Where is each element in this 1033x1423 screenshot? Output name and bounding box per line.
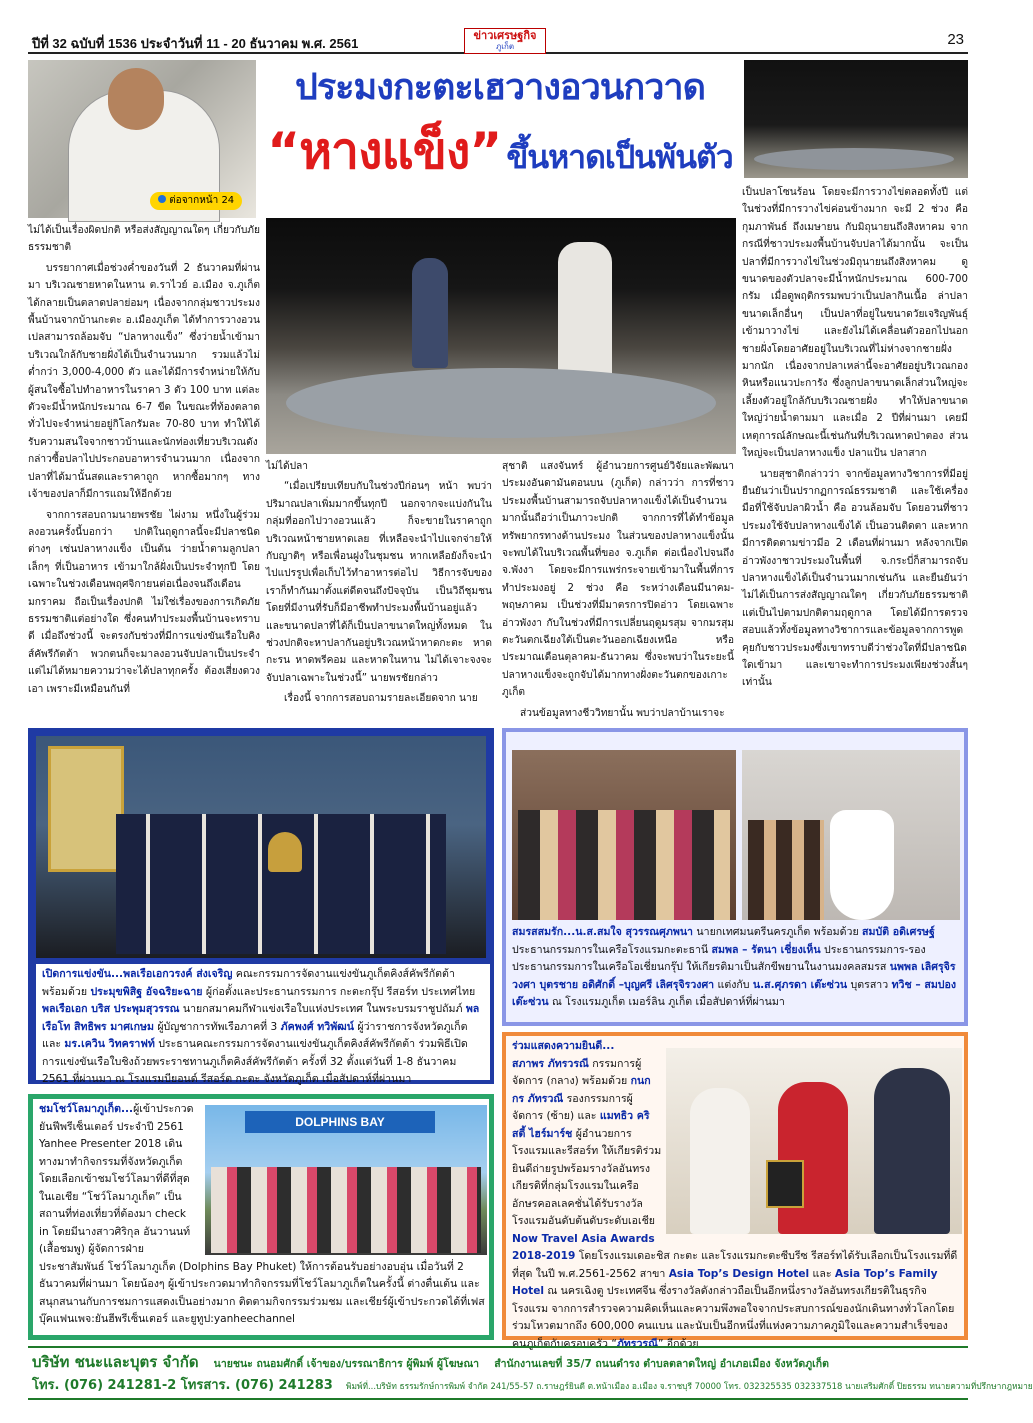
article-paragraph: ส่วนข้อมูลทางชีววิทยานั้น พบว่าปลาบ้านเราจะ (520, 707, 725, 719)
caption-segment: ณ โรงแรมภูเก็ต เมอร์ลิน ภูเก็ต เมื่อสัปดาห์ที่ผ่านมา (548, 996, 785, 1008)
headline-keyword: “หางแข็ง” (267, 122, 502, 180)
award-news-box (502, 1032, 968, 1350)
regatta-group-photo (36, 736, 486, 958)
caption-segment: Asia Top’s Family Hotel (512, 1267, 938, 1297)
article-paragraph: จากการสอบถามนายพรชัย ไผ่งาม หนึ่งในผู้ร่วมลงอวนครั้งนี้บอกว่า ปกติในฤดูกาลนี้จะมีปลาชนิดต่างๆ เช่นปลาหางแข็ง เป็นต้น ว่ายน้ำตามลูกปลาเล็กๆ ที่เป็นอาหาร เข้ามาใกล้ฝั่งเป็นประจำทุกปี โดยเฉพาะในช่วงเดือนพฤศจิกายนต่อเนื่องจนถึงเดือนมกราคม ถือเป็นเรื่องปกติ ไม่ใช่เรื่องของการเกิดภัยธรรมชาติแต่อย่างใด ซึ่งคนทำประมงพื้นบ้านจะทราบดี เมื่อถึงช่วงนี้ จะตรงกับช่วงที่มีการแข่งขันเรือใบคิงส์คัพรีกัตต้า พวกตนก็จะมาลงอวนจับปลาเป็นประจำ แต่ไม่ได้หมายความว่าจะได้ปลาทุกครั้ง ต้องเสี่ยงดวงเอา เพราะมีเหมือนกันที่ (28, 509, 260, 695)
footer-director: นายชนะ ถนอมศักดิ์ เจ้าของ/บรรณาธิการ ผู้พิมพ์ ผู้โฆษณา (213, 1358, 480, 1370)
issue-line: ปีที่ 32 ฉบับที่ 1536 ประจำวันที่ 11 - 20 ธันวาคม พ.ศ. 2561 (32, 36, 359, 51)
page-number: 23 (947, 31, 964, 48)
caption-segment: ณ นครเฉิงตู ประเทศจีน ซึ่งรางวัลดังกล่าวถือเป็นอีกหนึ่งรางวัลอันทรงเกียรติในธุรกิจโรงแรม จากการสำรวจความคิดเห็นและความพึงพอใจจากประสบการณ์ของนักเดินทางทั่วโลกโดยร่วมโหวตมากถึง 600,000 คนแบน และนับเป็นอีกหนึ่งที่แห่งความภาคภูมิใจและความสำเร็จของคนภูเก็ตกับครอบครัว “ (512, 1285, 955, 1350)
caption-segment: โดยโรงแรมเดอะชิส กะตะ และโรงแรมกะตะซีบรีซ รีสอร์ทได้รับเลือกเป็นโรงแรมที่ดีที่สุด ในปี พ.ศ.2561-2562 สาขา (512, 1250, 958, 1280)
portrait-face (108, 68, 164, 130)
caption-segment: สมรสสมรัก...น.ส.สมใจ สุวรรณศุภพนา (512, 926, 694, 938)
article-paragraph: บรรยากาศเมื่อช่วงค่ำของวันที่ 2 ธันวาคมที่ผ่านมา บริเวณชายหาดในหาน ต.ราไวย์ อ.เมือง จ.ภูเก็ต ได้กลายเป็นตลาดปลาย่อมๆ เนื่องจากกลุ่มชาวประมงพื้นบ้านจากบ้านกะตะ อ.เมืองภูเก็ต ได้ทำการวางอวนเปลสามารถล้อมจับ “ปลาหางแข็ง” ซึ่งว่ายน้ำเข้ามาบริเวณใกล้กับชายฝั่งได้เป็นจำนวนมาก รวมแล้วไม่ต่ำกว่า 3,000-4,000 ตัว และได้มีการจำหน่ายให้กับผู้สนใจซื้อไปทำอาหารในราคา 3 ตัว 100 บาท แต่ละตัวจะมีน้ำหนักประมาณ 6-7 ขีด ในขณะที่ท้องตลาดทั่วไปจะจำหน่ายอยู่กิโลกรัมละ 70-80 บาท ทำให้ได้รับความสนใจจากชาวบ้านและนักท่องเที่ยวบริเวณดังกล่าวซื้อปลาไปประกอบอาหารจำนวนมาก เนื่องจากปลาที่ได้มานั้นสดและราคาถูก หากซื้อมากๆ ทางเจ้าของปลาก็มีการแถมให้อีกด้วย (28, 262, 260, 501)
footer-company: บริษัท ชนะและบุตร จำกัด (32, 1353, 199, 1371)
royal-portrait (48, 746, 124, 872)
footer-phone: โทร. (076) 241281-2 โทรสาร. (076) 241283 (32, 1378, 333, 1393)
article-paragraph: ไม่ได้ปลา (266, 461, 309, 472)
caption-segment: พลเรือเอก บริส ประพุมสุวรรณ (42, 1003, 180, 1015)
headline-line2 (262, 116, 738, 198)
caption-segment: ภัคพงศ์ ทวิพัฒน์ (280, 1020, 354, 1033)
caption-segment: รับรางวัลโรงแรมอันดับต้นดับระดับเอเชีย (512, 1197, 655, 1227)
caption-segment: และ (809, 1267, 835, 1280)
caption-segment: ผู้เข้าประกวดยันฟีพรีเซ็นเตอร์ ประจำปี 2561 Yanhee Presenter 2018 เดินทางมาทำกิจกรรมที่จังหวัดภูเก็ต โดยเลือกเข้าชมโชว์โลมาที่ดีที่สุดในเอเชีย “โชว์โลมาภูเก็ต” เป็นสถานที่ท่องเที่ยวที่ต้องมา check in โดยมีนางสาวศิริกุล อันวานนท์ (เสื้อชมพู) ผู้จัดการฝ่ายประชาสัมพันธ์ โชว์โลมาภูเก็ต (Dolphins Bay Phuket) ให้การต้อนรับอย่างอบอุ่น เมื่อวันที่ 2 ธันวาคมที่ผ่านมา โดยน้องๆ ผู้เข้าประกวดมาทำกิจกรรมที่โชว์โลมาภูเก็ตในครั้งนี้ ต่างตื่นเต้น และสนุกสนานกับการชมการแสดงเป็นอย่างมาก ติดตามกิจกรรมร่วมชม และเชียร์ผู้เข้าประกวดได้ที่เฟสบุ๊คแฟนเพจ:ยันฮีพรีเซ็นเตอร์ และยูทูป:yanheechannel (39, 1103, 485, 1325)
article-column-4 (742, 184, 968, 720)
caption-segment: ประธานคณะกรรมการจัดงานแข่งขันภูเก็ตคิงส์คัพรีกัตต้า ร่วมพิธีเปิดการแข่งขันเรือใบชิงถ้วยพระราชทานภูเก็ตคิงส์คัพรีกัตต้า ครั้งที่ 32 ตั้งแต่วันที่ 1-8 ธันวาคม 2561 ที่ผ่านมา ณ โรงแรมบียอนด์ รีสอร์ต กะตะ จังหวัดภูเก็ต เมื่อสัปดาห์ที่ผ่านมา (42, 1038, 468, 1085)
header-bar (28, 30, 968, 54)
caption-segment: กรรมการผู้จัดการ (กลาง) พร้อมด้วย (512, 1057, 642, 1087)
article-paragraph: เรื่องนี้ จากการสอบถามรายละเอียดจาก นาย (284, 693, 478, 705)
caption-segment: ประธานกรรมการ-รองประธานกรรมการในเครือโอเชี่ยนกรุ๊ป ให้เกียรติมาเป็นสักขีพยานในงานมงคลสมรส (512, 943, 926, 973)
caption-segment: สมบัติ อดิเศรษฐ์ (862, 926, 935, 938)
headline (262, 60, 738, 210)
continued-badge (150, 192, 242, 210)
caption-segment: มร.เควิน วิทคราฟท์ (64, 1038, 155, 1050)
footer-line-1 (32, 1350, 964, 1374)
caption-segment: ” อีกด้วย (657, 1337, 699, 1350)
footer (28, 1346, 1033, 1400)
bullet-icon (158, 195, 166, 203)
footer-office: สำนักงานเลขที่ 35/7 ถนนดำรง ตำบลตลาดใหญ่ อำเภอเมือง จังหวัดภูเก็ต (494, 1358, 829, 1370)
article-paragraph: ไม่ได้เป็นเรื่องผิดปกติ หรือส่งสัญญาณใดๆ เกี่ยวกับภัยธรรมชาติ (28, 225, 260, 254)
dolphin-show-box (28, 1094, 494, 1340)
wedding-photo-right (742, 750, 960, 920)
caption-segment: เปิดการแข่งขัน...พลเรือเอกวรงค์ ส่งเจริญ (42, 968, 233, 980)
wedding-caption (512, 924, 958, 1012)
caption-segment: แต่งกับ (714, 978, 753, 991)
caption-segment: นพพล เลิศรุจิรวงศา บุตรชาย อดิศักดิ์ –บุญศรี เลิศรุจิรวงศา (512, 961, 956, 991)
night-beach-photo-small (744, 60, 968, 178)
award-caption-float (662, 1038, 962, 1236)
caption-segment: Now Travel Asia Awards 2018-2019 (512, 1232, 655, 1262)
caption-segment: สมพล – รัตนา เชี่ยงเห็น (711, 943, 821, 956)
article-column-3 (502, 458, 734, 720)
dolphin-caption-float (199, 1101, 489, 1255)
caption-segment: ผู้ก่อตั้งและประธานกรรมการ กะตะกรุ๊ป รีสอร์ท ประเทศไทย (202, 985, 476, 998)
caption-segment: ผู้อำนวยการโรงแรมและรีสอร์ท ให้เกียรติร่วมยินดีถ่ายรูปพร้อมรางวัลอันทรงเกียรติที่กลุ่มโรงแรมในเครืออักษรคอลเลคชั่นได้ (512, 1127, 662, 1210)
fisherman-figure (412, 258, 448, 368)
caption-segment: พลเรือโท สิทธิพร มาศเกษม (42, 1003, 480, 1033)
fish-pile-small (754, 148, 954, 170)
dolphins-bay-sign: DOLPHINS BAY (245, 1111, 435, 1133)
caption-segment: รองกรรมการผู้จัดการ (ซ้าย) และ (512, 1092, 633, 1122)
caption-segment: กนกกร ภัทรวณี (512, 1075, 651, 1105)
logo-text: ข่าวเศรษฐกิจ (473, 29, 537, 42)
regatta-news-box (28, 728, 494, 1084)
wedding-news-box (502, 728, 968, 1026)
wedding-guests-left (518, 810, 730, 920)
caption-segment: ประมุขพิสิฐ อัจฉริยะฉาย (90, 985, 203, 998)
wedding-photo-left (512, 750, 736, 920)
caption-segment: สภาพร ภัทรวรณี (512, 1057, 589, 1070)
caption-segment: บุตรสาว (847, 978, 892, 991)
article-paragraph: นายสุชาติกล่าวว่า จากข้อมูลทางวิชาการที่มีอยู่ยืนยันว่าเป็นปรากฏการณ์ธรรมชาติ และใช้เครื่องมือที่ใช้จับปลาผิวน้ำ คือ อวนล้อมจับ โดยอวนที่ชาวประมงใช้จับปลาหางแข็งได้ เป็นอวนติดตา และหากมีการติดตามข่าวมีอ 2 เดือนที่ผ่านมา หลังจากเปิดอ่าวพังงาชาวประมงในพื้นที่ จ.กระบี่ก็สามารถจับปลาหางแข็งได้เป็นจำนวนมากเช่นกัน และยืนยันว่า ไม่ได้เป็นการส่งสัญญาณใดๆ เกี่ยวกับภัยธรรมชาติ แต่เป็นไปตามปกติตามฤดูกาล โดยได้มีการตรวจสอบแล้วทั้งข้อมูลทางวิชาการและข้อมูลจากการพูดคุยกับชาวประมงซึ่งเขาทราบดีว่าช่วงใดที่มีปลาชนิดใดเข้ามา และเขาจะทำการประมงเพียงช่วงสั้นๆ เท่านั้น (742, 468, 968, 689)
main-fish-photo (266, 218, 736, 454)
caption-segment: ประธานกรรมการในเครือโรงแรมกะตะธานี (512, 943, 712, 956)
article-column-2 (266, 458, 492, 720)
caption-segment: น.ส.ศุภรดา เต๊ะซ่วน (752, 978, 848, 991)
caption-segment: ทวิช – สมปอง เต๊ะซ่วน (512, 978, 957, 1008)
continued-text: ต่อจากหน้า 24 (169, 195, 235, 206)
article-paragraph: สุชาติ แสงจันทร์ ผู้อำนวยการศูนย์วิจัยและพัฒนาประมงอันดามันตอนบน (ภูเก็ต) กล่าวว่า การที่ชาวประมงพื้นบ้านสามารถจับปลาหางแข็งได้เป็นจำนวนมากนั้นถือว่าเป็นภาวะปกติ จากการที่ได้ทำข้อมูลทรัพยากรทางด้านประมง ในส่วนของปลาหางแข็งนั้นจะพบได้ในบริเวณพื้นที่ของ จ.ภูเก็ต ต่อเนื่องไปจนถึง จ.พังงา โดยจะมีการแพร่กระจายเข้ามาในพื้นที่การทำประมงอยู่ 2 ช่วง คือ ระหว่างเดือนมีนาคม-พฤษภาคม เป็นช่วงที่มีมาตรการปิดอ่าว โดยเฉพาะอ่าวพังงา กับในช่วงที่มีการเปลี่ยนฤดูมรสุม จากมรสุมตะวันตกเฉียงใต้เป็นตะวันออกเฉียงเหนือ หรือประมาณเดือนตุลาคม-ธันวาคม ซึ่งจะพบว่าในระยะนี้ปลาหางแข็งจะถูกจับได้มากทางฝั่งตะวันตกของเกาะภูเก็ต (502, 461, 734, 699)
footer-line-2 (32, 1374, 1033, 1396)
headline-rest: ขึ้นหาดเป็นพันตัว (506, 138, 733, 176)
article-paragraph: “เมื่อเปรียบเทียบกับในช่วงปีก่อนๆ หน้า พบว่าปริมาณปลาเพิ่มมากขึ้นทุกปี นอกจากจะแบ่งกันในกลุ่มที่ออกไปวางอวนแล้ว ก็จะขายในราคาถูกบริเวณหน้าชายหาดเลย ที่เหลือจะนำไปแจกจ่ายให้กับญาติๆ หรือเพื่อนฝูงในชุมชน หากเหลือยังก็จะนำไปแปรรูปเพื่อเก็บไว้ทำอาหารต่อไป วิธีการจับของเราก็ทำกันมาตั้งแต่ดีตจนถึงปัจจุบัน เป็นวิถีชุมชน โดยที่มีงานที่รับก็มีอาชีพทำประมงพื้นบ้านอยู่แล้ว และขนาดปลาที่ได้ก็เป็นปลาขนาดใหญ่ทั้งหมด ในช่วงปกติจะหาปลากันอยู่บริเวณหน้าหาดกะตะ หาดกะรน หาดพรีคอม และหาดในหาน ไม่ได้เจาะจงจะจับปลาเฉพาะในช่วงนี้” นายพรชัยกล่าว (266, 481, 492, 684)
caption-segment: นายกเทศมนตรีนครภูเก็ต พร้อมด้วย (693, 926, 863, 938)
ship-bell (268, 832, 302, 872)
headline-line1: ประมงกะตะเฮวางอวนกวาด (294, 67, 705, 108)
regatta-caption-panel (36, 964, 490, 1085)
man-white-shirt (558, 242, 612, 382)
dolphin-caption-panel (39, 1101, 489, 1335)
caption-segment: นายกสมาคมกีฬาแข่งเรือใบแห่งประเทศ ในพระบรมราชูปถัมภ์ (179, 1003, 466, 1015)
footer-printer: พิมพ์ที่...บริษัท ธรรมรักษ์การพิมพ์ จำกัด 241/55-57 ถ.ราษฎร์ยินดี ต.หน้าเมือง อ.เมือง จ.ราชบุรี 70000 โทร. 032325535 032337518 นายเสริมศักดิ์ ปิยธรรม ทนายความที่ปรึกษากฎหมาย (345, 1381, 1033, 1391)
fish-pile-main (286, 368, 716, 438)
caption-segment: Asia Top’s Design Hotel (668, 1267, 810, 1280)
article-paragraph: เป็นปลาโซนร้อน โดยจะมีการวางไข่ตลอดทั้งปี แต่ในช่วงที่มีการวางไข่ค่อนข้างมาก จะมี 2 ช่วง คือ กุมภาพันธ์ ถึงเมษายน กับมิถุนายนถึงสิงหาคม จากกรณีที่ชาวประมงพื้นบ้านจับปลาได้มากนั้น จะเป็นปลาที่มีการวางไข่ในช่วงมิถุนายนถึงสิงหาคม ดูขนาดของตัวปลาจะมีน้ำหนักประมาณ 600-700 กรัม เมื่อดูพฤติกรรมพบว่าเป็นปลากินเนื้อ ล่าปลาขนาดเล็กอื่นๆ เป็นปลาที่อยู่ในขนาดวัยเจริญพันธุ์ เข้ามาวางไข่ และยังไม่ได้เคลื่อนตัวออกไปนอกชายฝั่งโดยอาศัยอยู่ในบริเวณที่ไม่ห่างจากชายฝั่งมากนัก เนื่องจากปลาเหล่านี้จะอาศัยอยู่บริเวณกองหินหรือแนวปะการัง ซึ่งลูกปลาขนาดเล็กส่วนใหญ่จะเลี้ยงตัวอยู่ใกล้กับบริเวณชายฝั่ง ทำให้ปลาขนาดใหญ่ว่ายน้ำตามมา และเมื่อ 2 ปีที่ผ่านมา เคยมีเหตุการณ์ลักษณะนี้เช่นกันที่บริเวณหาดป่าตอง ส่วนใหญ่จะเป็นปลาหางแข็ง ปลาแป้น ปลาสาก (742, 187, 968, 460)
logo-subtext: ภูเก็ต (495, 42, 515, 51)
caption-segment: คณะกรรมการจัดงานแข่งขันภูเก็ตคิงส์คัพรีกัตต้า พร้อมด้วย (42, 968, 455, 998)
wedding-caption-panel (512, 924, 958, 1020)
caption-segment: ภัทรวรณี (616, 1337, 658, 1350)
caption-segment: ชมโชว์โลมาภูเก็ต... (39, 1103, 134, 1115)
caption-segment: ผู้ว่าราชการจังหวัดภูเก็ต และ (42, 1020, 468, 1050)
wedding-guests-right (748, 820, 824, 920)
article-column-1 (28, 222, 260, 720)
regatta-caption (42, 966, 484, 1089)
caption-segment: แมทธิว คริสตี้ ไฮร์มาร์ช (512, 1110, 650, 1140)
newspaper-logo (464, 28, 546, 54)
award-caption-panel (512, 1038, 962, 1350)
caption-segment: ผู้บัญชาการทัพเรือภาคที่ 3 (153, 1020, 281, 1033)
caption-segment: ร่วมแสดงความยินดี... (512, 1040, 615, 1052)
portrait-photo (28, 60, 256, 218)
bride-dress (830, 810, 894, 920)
